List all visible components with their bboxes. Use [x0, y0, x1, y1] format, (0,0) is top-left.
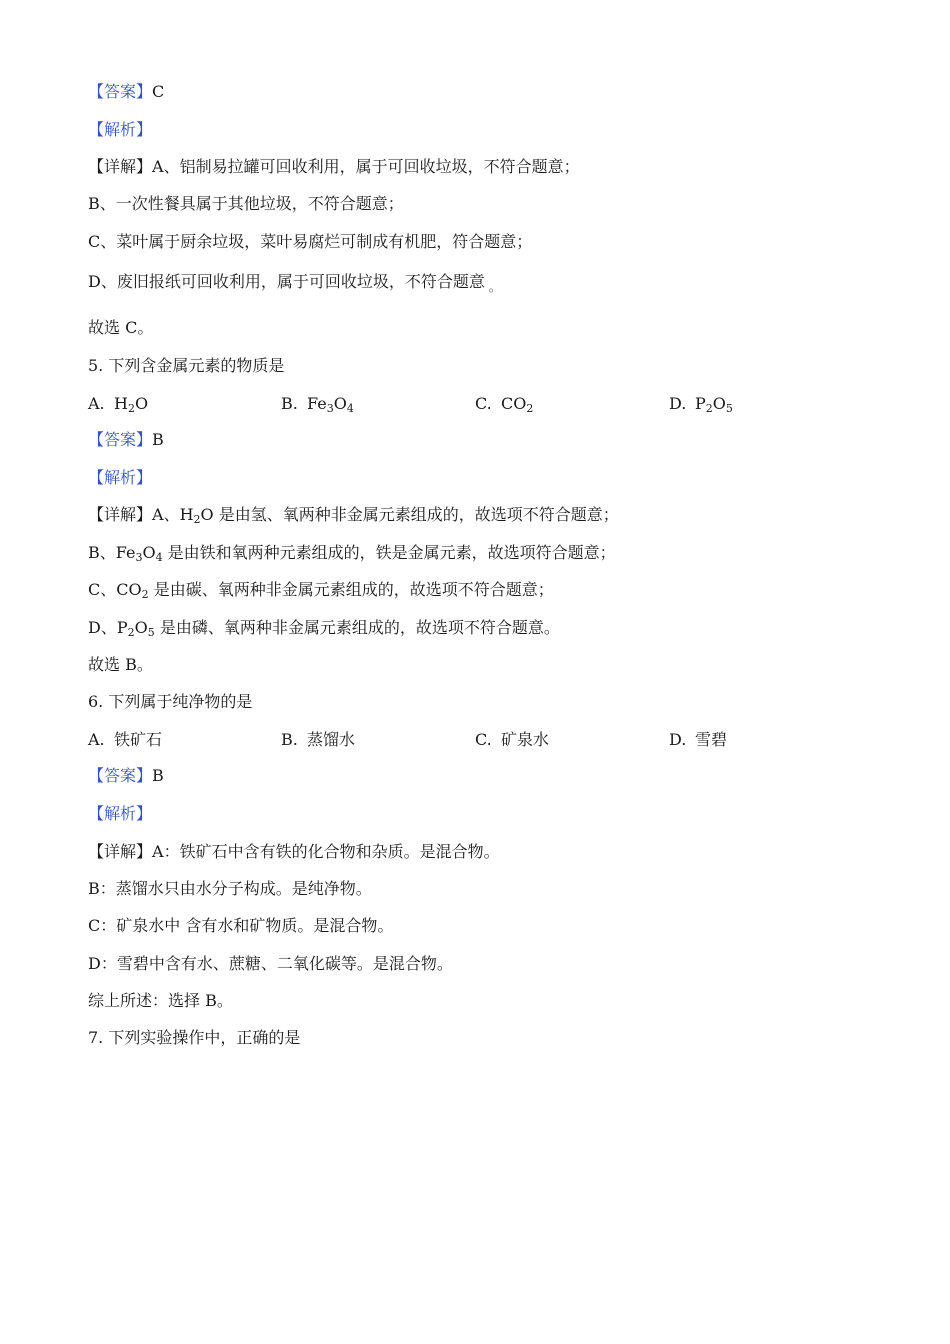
- q4-detail-d: D、废旧报纸可回收利用，属于可回收垃圾，不符合题意 $_。$: [88, 272, 501, 294]
- q4-detail-a: 【详解】A、铝制易拉罐可回收利用，属于可回收垃圾，不符合题意；: [88, 157, 580, 176]
- q5-option-d: D. $P_2O_5$: [669, 394, 733, 415]
- q5-answer: 【答案】B: [88, 430, 164, 449]
- detail-label: 【详解】: [88, 842, 153, 861]
- q6-detail-b: B：蒸馏水只由水分子构成。是纯净物。: [88, 879, 372, 898]
- q6-option-d: D. 雪碧: [669, 730, 728, 749]
- detail-label: 【详解】: [88, 505, 153, 524]
- q7-stem: 7. 下列实验操作中，正确的是: [88, 1028, 301, 1047]
- q6-option-c: C. 矿泉水: [475, 730, 550, 749]
- q6-answer: 【答案】B: [88, 766, 164, 785]
- q5-detail-a: 【详解】A、$H_2O$ 是由氢、氧两种非金属元素组成的，故选项不符合题意；: [88, 505, 619, 526]
- q4-analysis-label: 【解析】: [88, 120, 153, 139]
- q6-detail-c: C：矿泉水中 含有水和矿物质。是混合物。: [88, 916, 394, 935]
- answer-label: 【答案】: [88, 766, 153, 785]
- q6-stem: 6. 下列属于纯净物的是: [88, 692, 253, 711]
- q5-stem: 5. 下列含金属元素的物质是: [88, 356, 285, 375]
- q6-analysis-label: 【解析】: [88, 804, 153, 823]
- q5-conclusion: 故选 B。: [88, 655, 153, 674]
- q5-detail-d: D、$P_2O_5$ 是由磷、氧两种非金属元素组成的，故选项不符合题意。: [88, 618, 560, 639]
- q5-option-c: C. $CO_2$: [475, 394, 534, 415]
- answer-label: 【答案】: [88, 430, 153, 449]
- q6-option-a: A. 铁矿石: [88, 730, 163, 749]
- q5-option-b: B. $Fe_3O_4$: [281, 394, 354, 415]
- q4-detail-c: C、菜叶属于厨余垃圾，菜叶易腐烂可制成有机肥，符合题意；: [88, 232, 533, 251]
- q6-detail-d: D：雪碧中含有水、蔗糖、二氧化碳等。是混合物。: [88, 954, 453, 973]
- q4-answer-value: C: [152, 82, 165, 101]
- detail-label: 【详解】: [88, 157, 153, 176]
- q6-detail-a: 【详解】A：铁矿石中含有铁的化合物和杂质。是混合物。: [88, 842, 500, 861]
- q5-analysis-label: 【解析】: [88, 468, 153, 487]
- q5-option-a: A. $H_2O$: [88, 394, 149, 415]
- q4-detail-b: B、一次性餐具属于其他垃圾，不符合题意；: [88, 194, 404, 213]
- answer-label: 【答案】: [88, 82, 153, 101]
- q6-conclusion: 综上所述：选择 B。: [88, 991, 233, 1010]
- q5-detail-b: B、$Fe_3O_4$ 是由铁和氧两种元素组成的，铁是金属元素，故选项符合题意；: [88, 543, 616, 564]
- q4-answer: [88, 82, 164, 102]
- q4-conclusion: 故选 C。: [88, 318, 154, 337]
- q5-detail-c: C、$CO_2$ 是由碳、氧两种非金属元素组成的，故选项不符合题意；: [88, 580, 554, 601]
- q6-option-b: B. 蒸馏水: [281, 730, 356, 749]
